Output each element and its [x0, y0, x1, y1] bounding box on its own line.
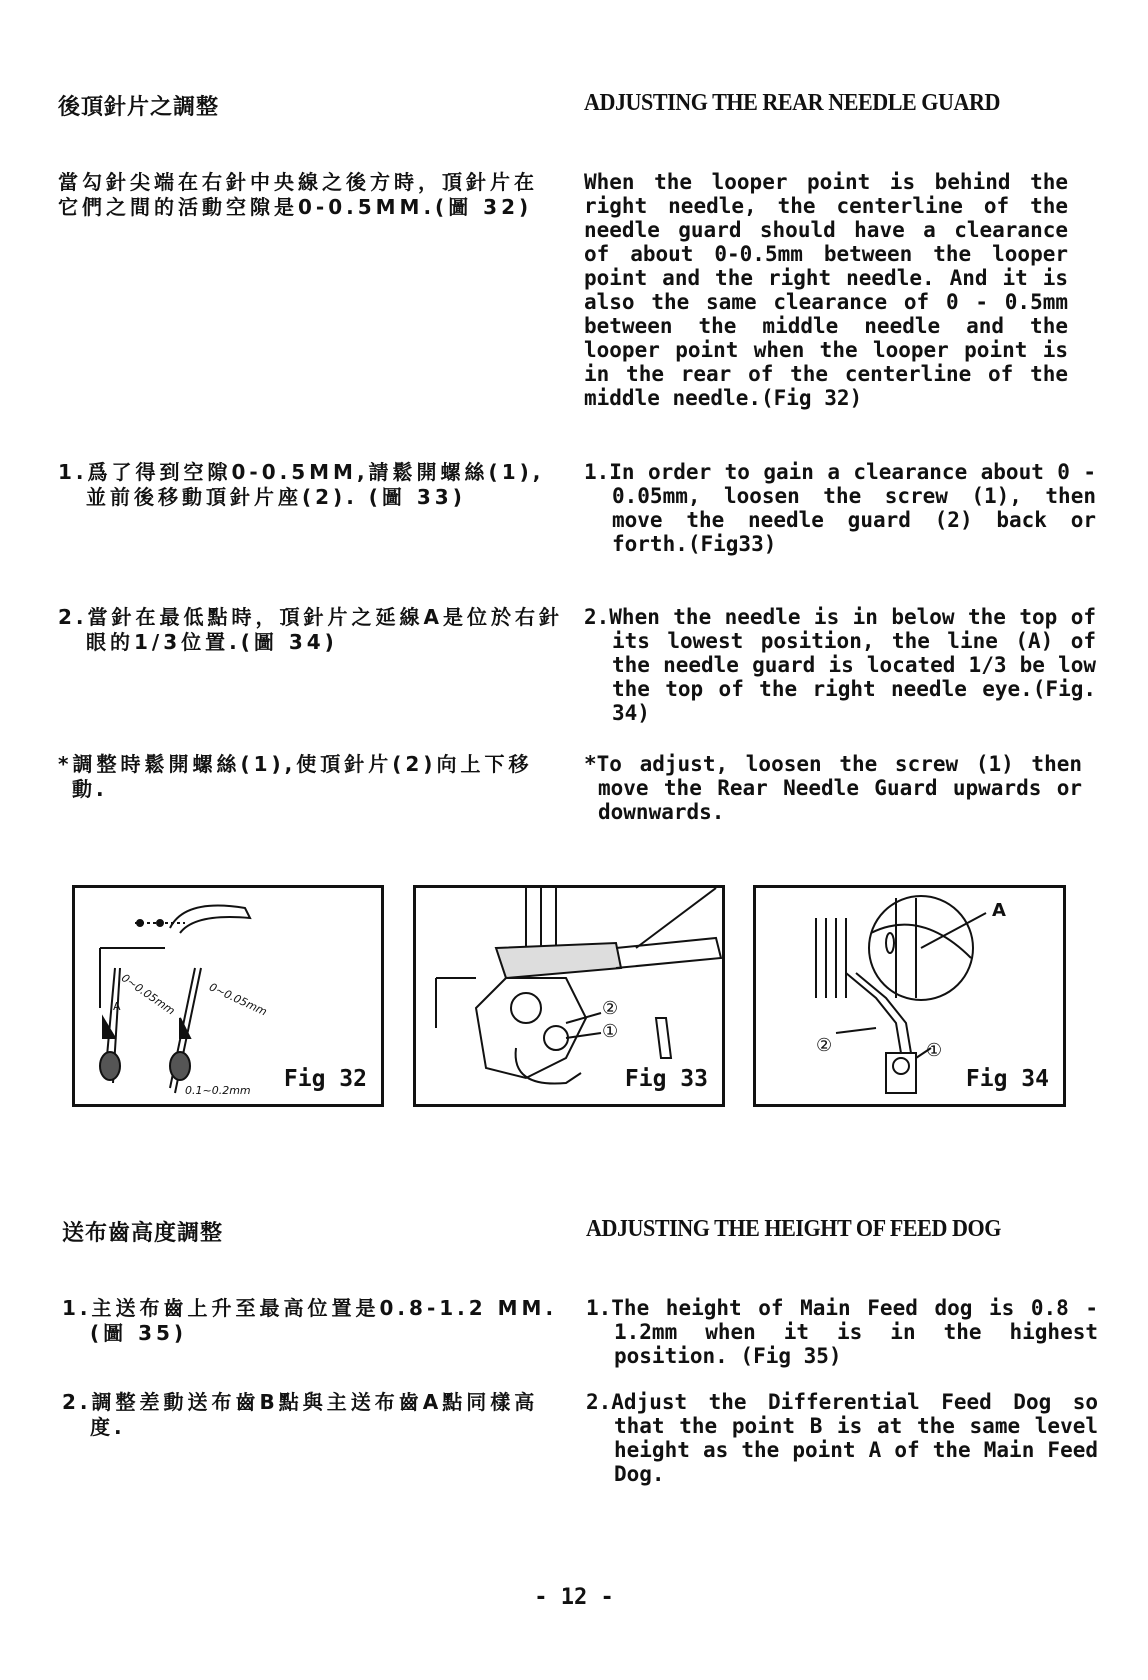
section1-step1-zh: 1.爲了得到空隙0-0.5MM,請鬆開螺絲(1),並前後移動頂針片座(2). (圖 33) — [58, 460, 545, 509]
fig34-marker-2: ② — [816, 1035, 833, 1056]
fig32-marker-a: A — [113, 1000, 121, 1013]
section1-title-en: ADJUSTING THE REAR NEEDLE GUARD — [584, 90, 1000, 116]
section1-title-zh: 後頂針片之調整 — [58, 95, 220, 120]
fig32-dim-label-3: 0.1~0.2mm — [185, 1084, 251, 1097]
fig34-marker-a: A — [992, 900, 1006, 921]
figure-34 — [753, 885, 1066, 1107]
fig33-marker-1: ① — [602, 1021, 619, 1042]
fig34-marker-1: ① — [926, 1040, 943, 1061]
section1-step2-zh: 2.當針在最低點時，頂針片之延線A是位於右針眼的1/3位置.(圖 34) — [58, 605, 563, 654]
figure-32 — [72, 885, 384, 1107]
section2-step1-en: 1.The height of Main Feed dog is 0.8 - 1.2mm when it is in the highest position. (Fig 35) — [586, 1296, 1111, 1368]
section1-intro-en: When the looper point is behind the right needle, the centerline of the needle guard should have a clearance of about 0-0.5mm between the looper point and the right needle. And it is also the same clearance of 0 - 0.5mm between the middle needle and the looper point when the looper point is in the rear of the centerline of the middle needle.(Fig 32) — [584, 170, 1081, 410]
section2-step2-zh: 2.調整差動送布齒B點與主送布齒A點同樣高度. — [62, 1390, 539, 1439]
fig32-dim-label-2: 0~0.05mm — [207, 980, 269, 1019]
fig34-label: Fig 34 — [965, 1066, 1049, 1092]
fig33-label: Fig 33 — [624, 1066, 708, 1092]
fig33-marker-2: ② — [602, 998, 619, 1019]
figure-33 — [413, 885, 725, 1107]
section2-step2-en: 2.Adjust the Differential Feed Dog so that the point B is at the same level height as the point A of the Main Feed Dog. — [586, 1390, 1111, 1486]
section2-title-zh: 送布齒高度調整 — [62, 1221, 224, 1246]
section1-step2-en: 2.When the needle is in below the top of its lowest position, the line (A) of the needle guard is located 1/3 be low the top of the right needle eye.(Fig. 34) — [584, 605, 1109, 725]
section1-note-zh: *調整時鬆開螺絲(1),使頂針片(2)向上下移動. — [58, 752, 533, 801]
section2-title-en: ADJUSTING THE HEIGHT OF FEED DOG — [586, 1216, 1001, 1242]
fig32-dim-label-1: 0~0.05mm — [118, 971, 178, 1018]
page-number: - 12 - — [534, 1585, 614, 1610]
section1-note-en: *To adjust, loosen the screw (1) then move the Rear Needle Guard upwards or downwards. — [584, 752, 1095, 824]
section2-step1-zh: 1.主送布齒上升至最高位置是0.8-1.2 MM.(圖 35) — [62, 1296, 558, 1345]
fig32-label: Fig 32 — [283, 1066, 367, 1092]
section1-step1-en: 1.In order to gain a clearance about 0 - 0.05mm, loosen the screw (1), then move the needle guard (2) back or forth.(Fig33) — [584, 460, 1109, 556]
section1-intro-zh: 當勾針尖端在右針中央線之後方時，頂針片在它們之間的活動空隙是0-0.5MM.(圖 32) — [58, 170, 538, 219]
